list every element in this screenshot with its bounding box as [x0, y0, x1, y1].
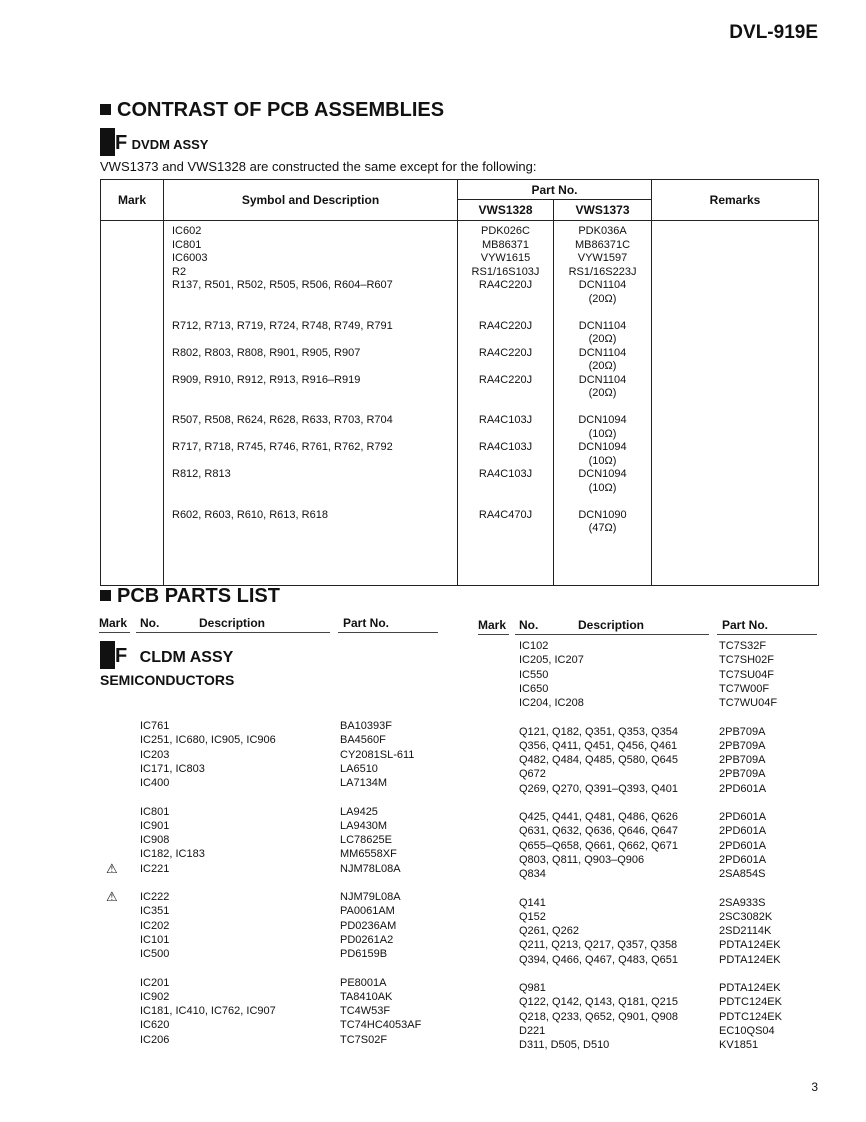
- vws1373-cell: DCN1104: [578, 319, 627, 332]
- left-description-header: Description: [199, 616, 266, 630]
- left-part-no: IC182, IC183: [140, 848, 205, 861]
- right-part-no: Q211, Q213, Q217, Q357, Q358: [519, 939, 678, 952]
- right-part-number: TC7S32F: [719, 640, 767, 652]
- symbol-cell: R802, R803, R808, R901, R905, R907: [172, 346, 361, 359]
- symbol-cell: R602, R603, R610, R613, R618: [172, 508, 328, 521]
- vws1328-cell: PDK026C: [481, 225, 530, 237]
- right-part-no: IC204, IC208: [519, 697, 584, 709]
- vws1373-cell: DCN1094: [578, 414, 627, 426]
- left-part-no: IC101: [140, 933, 170, 946]
- right-part-no: Q482, Q484, Q485, Q580, Q645: [519, 754, 678, 766]
- left-no-header: No.: [140, 616, 160, 630]
- left-part-no: IC171, IC803: [140, 762, 205, 775]
- left-part-no: IC400: [140, 777, 170, 789]
- vws1373-cell: DCN1104: [578, 373, 627, 386]
- left-part-number: LA6510: [340, 762, 378, 775]
- contrast-assy-heading: [100, 128, 208, 156]
- vws1373-cell: RS1/16S223J: [568, 265, 637, 278]
- left-part-no: IC801: [140, 805, 170, 818]
- left-part-no: IC221: [140, 862, 170, 875]
- header-underline: [478, 634, 509, 635]
- left-part-no: IC351: [140, 905, 170, 918]
- right-part-no: IC550: [519, 668, 549, 681]
- vws1373-cell: VYW1597: [577, 252, 628, 264]
- right-part-number: 2PD601A: [719, 825, 767, 838]
- right-part-number: PDTA124EK: [719, 982, 781, 994]
- right-part-no: Q425, Q441, Q481, Q486, Q626: [519, 811, 678, 823]
- left-part-number: PA0061AM: [340, 905, 395, 918]
- right-part-number: TC7SU04F: [719, 668, 775, 681]
- symbol-column: [164, 221, 458, 586]
- right-partno-header: Part No.: [722, 618, 769, 632]
- vws1373-cell: DCN1090: [578, 508, 627, 521]
- vws1328-cell: RS1/16S103J: [471, 265, 540, 278]
- symbol-cell: R909, R910, R912, R913, R916–R919: [172, 373, 361, 386]
- left-part-number: PD0236AM: [340, 919, 397, 932]
- left-part-number: PD0261A2: [340, 933, 394, 946]
- right-part-number: PDTC124EK: [719, 996, 782, 1009]
- left-part-number: BA10393F: [340, 720, 392, 732]
- left-part-number: TC74HC4053AF: [340, 1019, 422, 1032]
- right-part-no: Q631, Q632, Q636, Q646, Q647: [519, 825, 678, 838]
- right-part-number: PDTA124EK: [719, 953, 781, 966]
- bullet-square-icon: [100, 590, 111, 601]
- caution-triangle-icon: ⚠: [106, 889, 118, 904]
- left-part-no: IC202: [140, 919, 170, 932]
- left-part-no: IC251, IC680, IC905, IC906: [140, 734, 276, 747]
- vws1328-cell: RA4C220J: [478, 319, 533, 332]
- left-part-no: IC206: [140, 1033, 170, 1046]
- assy-letter: F: [115, 132, 128, 154]
- right-part-number: 2SA854S: [719, 868, 766, 880]
- vws1373-resistance-cell: (10Ω): [588, 427, 617, 440]
- header-underline: [99, 632, 130, 633]
- right-part-number: TC7SH02F: [719, 654, 775, 667]
- left-part-no: IC500: [140, 948, 170, 960]
- right-part-no: Q218, Q233, Q652, Q901, Q908: [519, 1010, 678, 1023]
- header-underline: [717, 634, 817, 635]
- left-mark-header: Mark: [99, 616, 128, 630]
- right-part-no: Q834: [519, 868, 546, 880]
- left-part-number: PD6159B: [340, 948, 388, 960]
- col-vws1328-header: VWS1328: [458, 200, 554, 221]
- vws1373-cell: DCN1104: [578, 346, 627, 359]
- section-semiconductors: SEMICONDUCTORS: [100, 672, 235, 688]
- left-part-number: LC78625E: [340, 834, 392, 846]
- left-part-number: LA9425: [340, 805, 378, 818]
- assy-letter: F: [115, 645, 128, 667]
- remarks-column: [652, 221, 819, 586]
- assy-box-icon: [100, 641, 115, 669]
- left-part-number: LA9430M: [340, 819, 388, 832]
- left-part-number: CY2081SL-611: [340, 748, 415, 761]
- vws1328-cell: RA4C220J: [478, 373, 533, 386]
- vws1373-resistance-cell: (20Ω): [588, 360, 617, 372]
- contrast-intro: VWS1373 and VWS1328 are constructed the same except for the following:: [100, 159, 537, 174]
- assy-name: CLDM ASSY: [139, 649, 234, 666]
- header-underline: [136, 632, 330, 633]
- left-part-no: IC761: [140, 720, 170, 732]
- vws1328-cell: RA4C220J: [478, 279, 533, 291]
- vws1373-resistance-cell: (20Ω): [588, 387, 617, 399]
- vws1328-cell: VYW1615: [480, 252, 531, 264]
- mark-column: [101, 221, 164, 586]
- right-part-number: 2PD601A: [719, 811, 767, 823]
- left-part-number: LA7134M: [340, 777, 388, 789]
- right-part-number: 2PB709A: [719, 768, 766, 781]
- left-part-no: IC901: [140, 819, 170, 832]
- vws1373-resistance-cell: (10Ω): [588, 454, 617, 467]
- col-partno-header: Part No.: [458, 180, 652, 200]
- right-part-number: 2PB709A: [719, 725, 766, 738]
- right-part-no: IC650: [519, 682, 549, 695]
- right-part-number: 2SA933S: [719, 896, 766, 909]
- vws1373-cell: DCN1104: [578, 279, 627, 291]
- left-part-no: IC203: [140, 748, 170, 761]
- left-part-no: IC222: [140, 891, 170, 903]
- contrast-title-text: CONTRAST OF PCB ASSEMBLIES: [117, 99, 445, 121]
- vws1328-cell: RA4C103J: [478, 414, 533, 426]
- model-number: DVL-919E: [729, 22, 818, 43]
- right-part-no: Q122, Q142, Q143, Q181, Q215: [519, 996, 678, 1009]
- symbol-cell: R137, R501, R502, R505, R506, R604–R607: [172, 279, 393, 291]
- left-part-number: BA4560F: [340, 734, 386, 747]
- vws1328-cell: RA4C103J: [478, 441, 533, 453]
- right-part-number: EC10QS04: [719, 1024, 775, 1037]
- right-part-number: 2PD601A: [719, 782, 767, 795]
- vws1328-cell: RA4C220J: [478, 346, 533, 359]
- vws1373-cell: PDK036A: [578, 225, 627, 237]
- left-part-number: NJM78L08A: [340, 862, 401, 875]
- vws1373-resistance-cell: (47Ω): [588, 522, 617, 534]
- page-number: 3: [811, 1080, 818, 1094]
- symbol-cell: R812, R813: [172, 468, 231, 480]
- left-part-no: IC181, IC410, IC762, IC907: [140, 1005, 276, 1017]
- left-part-number: NJM79L08A: [340, 891, 401, 903]
- right-part-number: TC7WU04F: [719, 697, 778, 709]
- symbol-cell: R717, R718, R745, R746, R761, R762, R792: [172, 441, 393, 453]
- col-symbol-header: Symbol and Description: [164, 180, 458, 221]
- left-part-number: MM6558XF: [340, 848, 397, 861]
- assy-name: DVDM ASSY: [131, 137, 209, 152]
- vws1373-cell: DCN1094: [578, 441, 627, 453]
- right-part-number: 2SD2114K: [719, 925, 772, 937]
- bullet-square-icon: [100, 104, 111, 115]
- vws1373-resistance-cell: (20Ω): [588, 292, 617, 305]
- left-part-number: TC7S02F: [340, 1033, 388, 1046]
- left-part-no: IC908: [140, 834, 170, 846]
- contrast-table: [100, 179, 819, 586]
- left-part-number: PE8001A: [340, 976, 387, 989]
- right-part-number: PDTA124EK: [719, 939, 781, 952]
- symbol-cell: IC602: [172, 225, 202, 237]
- caution-triangle-icon: ⚠: [106, 860, 118, 876]
- right-part-no: Q269, Q270, Q391–Q393, Q401: [519, 782, 679, 795]
- right-part-no: Q121, Q182, Q351, Q353, Q354: [519, 725, 678, 738]
- col-vws1373-header: VWS1373: [554, 200, 652, 221]
- right-part-no: D311, D505, D510: [519, 1039, 610, 1051]
- right-part-no: Q261, Q262: [519, 925, 579, 937]
- col-mark-header: Mark: [101, 180, 164, 221]
- right-part-no: D221: [519, 1024, 546, 1037]
- right-part-no: Q356, Q411, Q451, Q456, Q461: [519, 739, 678, 752]
- right-part-no: IC102: [519, 640, 549, 652]
- right-part-number: 2PD601A: [719, 839, 767, 852]
- right-part-no: Q141: [519, 896, 546, 909]
- vws1373-cell: MB86371C: [574, 238, 631, 251]
- vws1373-resistance-cell: (20Ω): [588, 333, 617, 345]
- symbol-cell: R712, R713, R719, R724, R748, R749, R791: [172, 319, 393, 332]
- left-part-number: TA8410AK: [340, 990, 393, 1003]
- vws1328-cell: RA4C103J: [478, 468, 533, 480]
- left-part-number: TC4W53F: [340, 1005, 391, 1017]
- symbol-cell: IC6003: [172, 252, 208, 264]
- right-part-no: Q981: [519, 982, 546, 994]
- header-underline: [338, 632, 438, 633]
- right-part-number: 2PB709A: [719, 739, 766, 752]
- left-part-no: IC620: [140, 1019, 170, 1032]
- symbol-cell: R507, R508, R624, R628, R633, R703, R704: [172, 414, 393, 426]
- header-underline: [515, 634, 709, 635]
- contrast-section-title: [100, 99, 444, 122]
- right-part-no: Q655–Q658, Q661, Q662, Q671: [519, 839, 679, 852]
- right-part-no: Q394, Q466, Q467, Q483, Q651: [519, 953, 678, 966]
- right-part-number: 2SC3082K: [719, 910, 773, 923]
- right-part-number: TC7W00F: [719, 682, 770, 695]
- right-mark-header: Mark: [478, 618, 507, 632]
- parts-title-text: PCB PARTS LIST: [117, 585, 280, 607]
- right-part-no: Q672: [519, 768, 546, 781]
- col-remarks-header: Remarks: [652, 180, 819, 221]
- right-part-number: KV1851: [719, 1039, 759, 1051]
- right-part-number: 2PB709A: [719, 754, 766, 766]
- vws1373-cell: DCN1094: [578, 468, 627, 480]
- assy-box-icon: [100, 128, 115, 156]
- parts-section-title: [100, 585, 280, 608]
- vws1328-cell: RA4C470J: [478, 508, 533, 521]
- right-part-no: Q803, Q811, Q903–Q906: [519, 853, 645, 866]
- parts-assy-heading: [100, 641, 233, 669]
- right-description-header: Description: [578, 618, 645, 632]
- left-partno-header: Part No.: [343, 616, 390, 630]
- right-no-header: No.: [519, 618, 539, 632]
- left-part-no: IC902: [140, 990, 170, 1003]
- right-part-no: IC205, IC207: [519, 654, 584, 667]
- right-part-no: Q152: [519, 910, 546, 923]
- vws1373-resistance-cell: (10Ω): [588, 481, 617, 494]
- symbol-cell: IC801: [172, 238, 202, 251]
- right-part-number: PDTC124EK: [719, 1010, 782, 1023]
- vws1328-column: [458, 221, 554, 586]
- vws1328-cell: MB86371: [481, 238, 530, 251]
- left-part-no: IC201: [140, 976, 170, 989]
- vws1373-column: [554, 221, 652, 586]
- symbol-cell: R2: [172, 265, 187, 278]
- right-part-number: 2PD601A: [719, 853, 767, 866]
